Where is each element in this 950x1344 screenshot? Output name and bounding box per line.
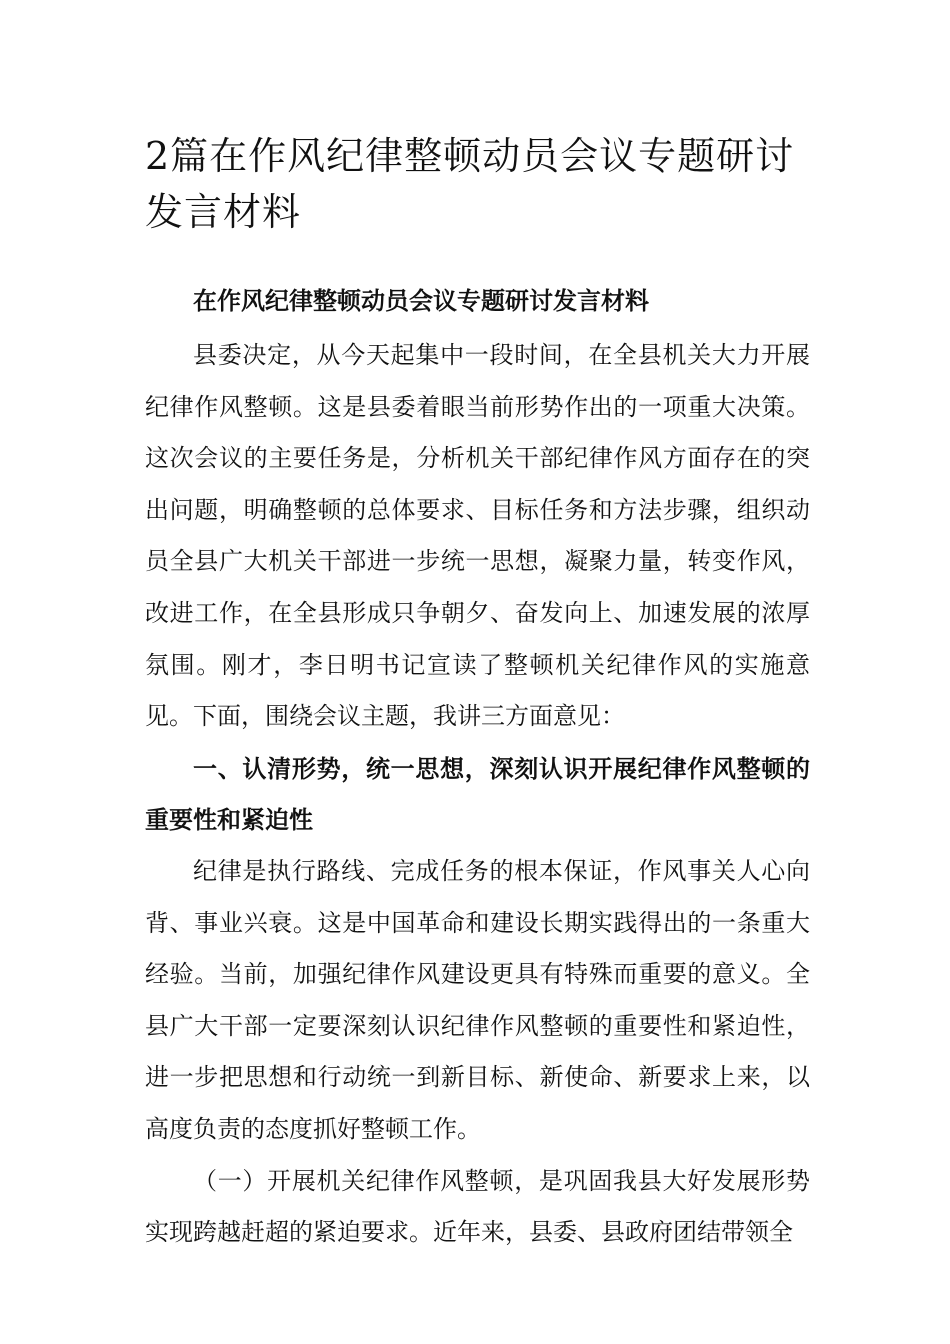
paragraph-intro: 县委决定，从今天起集中一段时间，在全县机关大力开展纪律作风整顿。这是县委着眼当前形势作出的一项重大决策。这次会议的主要任务是，分析机关干部纪律作风方面存在的突出问题，明确整顿的总体要求、目标任务和方法步骤，组织动员全县广大机关干部进一步统一思想，凝聚力量，转变作风，改进工作，在全县形成只争朝夕、奋发向上、加速发展的浓厚氛围。刚才，李日明书记宣读了整顿机关纪律作风的实施意见。下面，围绕会议主题，我讲三方面意见：	[145, 341, 810, 731]
document-title: 2篇在作风纪律整顿动员会议专题研讨发言材料	[145, 134, 795, 234]
paragraph-section-1: 纪律是执行路线、完成任务的根本保证，作风事关人心向背、事业兴衰。这是中国革命和建设长期实践得出的一条重大经验。当前，加强纪律作风建设更具有特殊而重要的意义。全县广大干部一定要深刻认识纪律作风整顿的重要性和紧迫性，进一步把思想和行动统一到新目标、新使命、新要求上来，以高度负责的态度抓好整顿工作。	[145, 856, 810, 1143]
paragraph-subsection-1: （一）开展机关纪律作风整顿，是巩固我县大好发展形势实现跨越赶超的紧迫要求。近年来，县委、县政府团结带领全	[145, 1166, 810, 1247]
section-heading-1: 一、认清形势，统一思想，深刻认识开展纪律作风整顿的重要性和紧迫性	[145, 753, 810, 835]
document-body	[145, 330, 810, 1259]
document-subtitle: 在作风纪律整顿动员会议专题研讨发言材料	[193, 286, 649, 315]
